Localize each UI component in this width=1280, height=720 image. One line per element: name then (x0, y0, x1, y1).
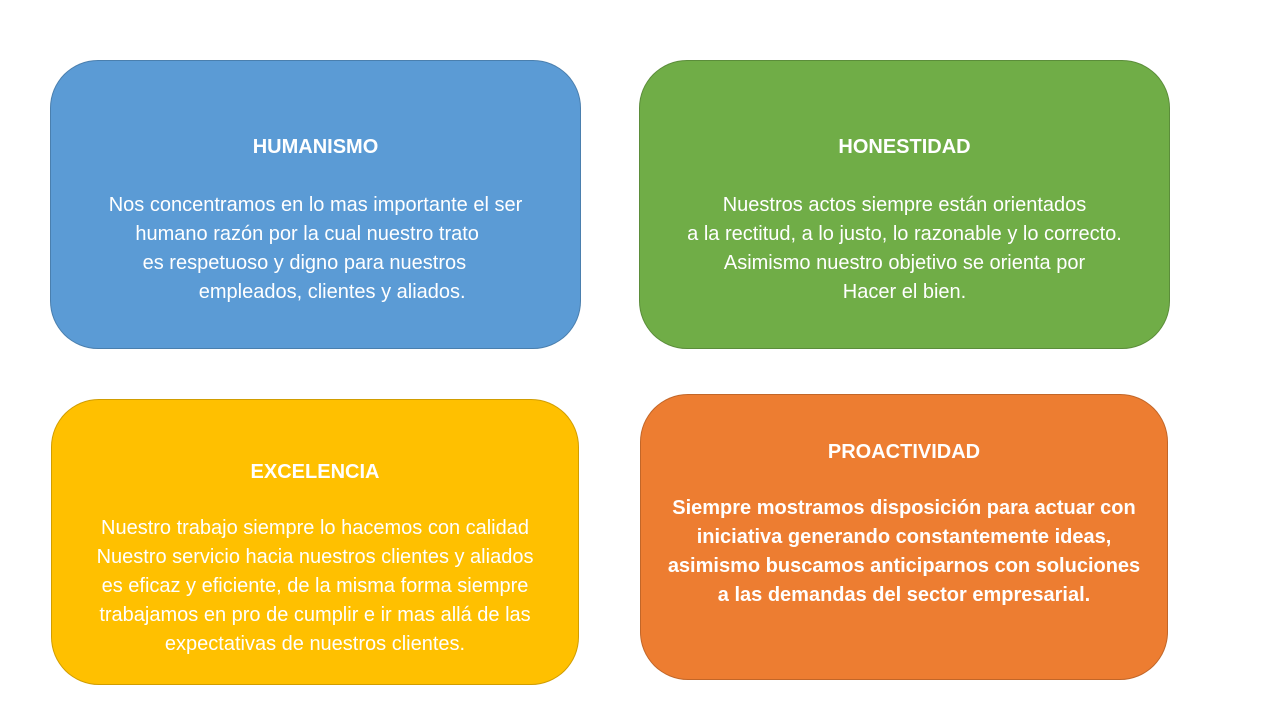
card-description-line: Nuestro servicio hacia nuestros clientes y aliados (96, 546, 534, 568)
card-description (641, 494, 1167, 610)
card-description-line: Nuestro trabajo siempre lo hacemos con calidad (101, 517, 529, 539)
card-description-line: es respetuoso y digno para nuestros (142, 252, 489, 274)
card-title: EXCELENCIA (250, 461, 380, 483)
card-description (51, 191, 580, 307)
card-description-line: humano razón por la cual nuestro trato (135, 223, 496, 245)
card-description-line: Nos concentramos en lo mas importante el ser (108, 194, 523, 216)
value-card-proactividad (640, 394, 1168, 680)
card-title: HUMANISMO (252, 136, 379, 158)
card-description-line: Asimismo nuestro objetivo se orienta por (723, 252, 1086, 274)
card-title: PROACTIVIDAD (827, 441, 981, 463)
card-description-line: es eficaz y eficiente, de la misma forma siempre (101, 575, 529, 597)
card-description-line: Hacer el bien. (842, 281, 967, 303)
card-description-line: a las demandas del sector empresarial. (717, 584, 1091, 606)
card-description-line: iniciativa generando constantemente ideas, (696, 526, 1112, 548)
value-card-humanismo (50, 60, 581, 349)
card-description-line: expectativas de nuestros clientes. (164, 633, 466, 655)
card-description-line: empleados, clientes y aliados. (165, 281, 466, 303)
card-description-line: asimismo buscamos anticiparnos con soluciones (667, 555, 1141, 577)
card-description (52, 514, 578, 659)
card-description-line: Siempre mostramos disposición para actuar con (672, 497, 1136, 519)
card-description (640, 191, 1169, 307)
value-card-honestidad (639, 60, 1170, 349)
value-card-excelencia (51, 399, 579, 685)
card-description-line: trabajamos en pro de cumplir e ir mas allá de las (99, 604, 531, 626)
card-description-line: Nuestros actos siempre están orientados (722, 194, 1087, 216)
card-description-line: a la rectitud, a lo justo, lo razonable y lo correcto. (687, 223, 1122, 245)
card-title: HONESTIDAD (838, 136, 971, 158)
